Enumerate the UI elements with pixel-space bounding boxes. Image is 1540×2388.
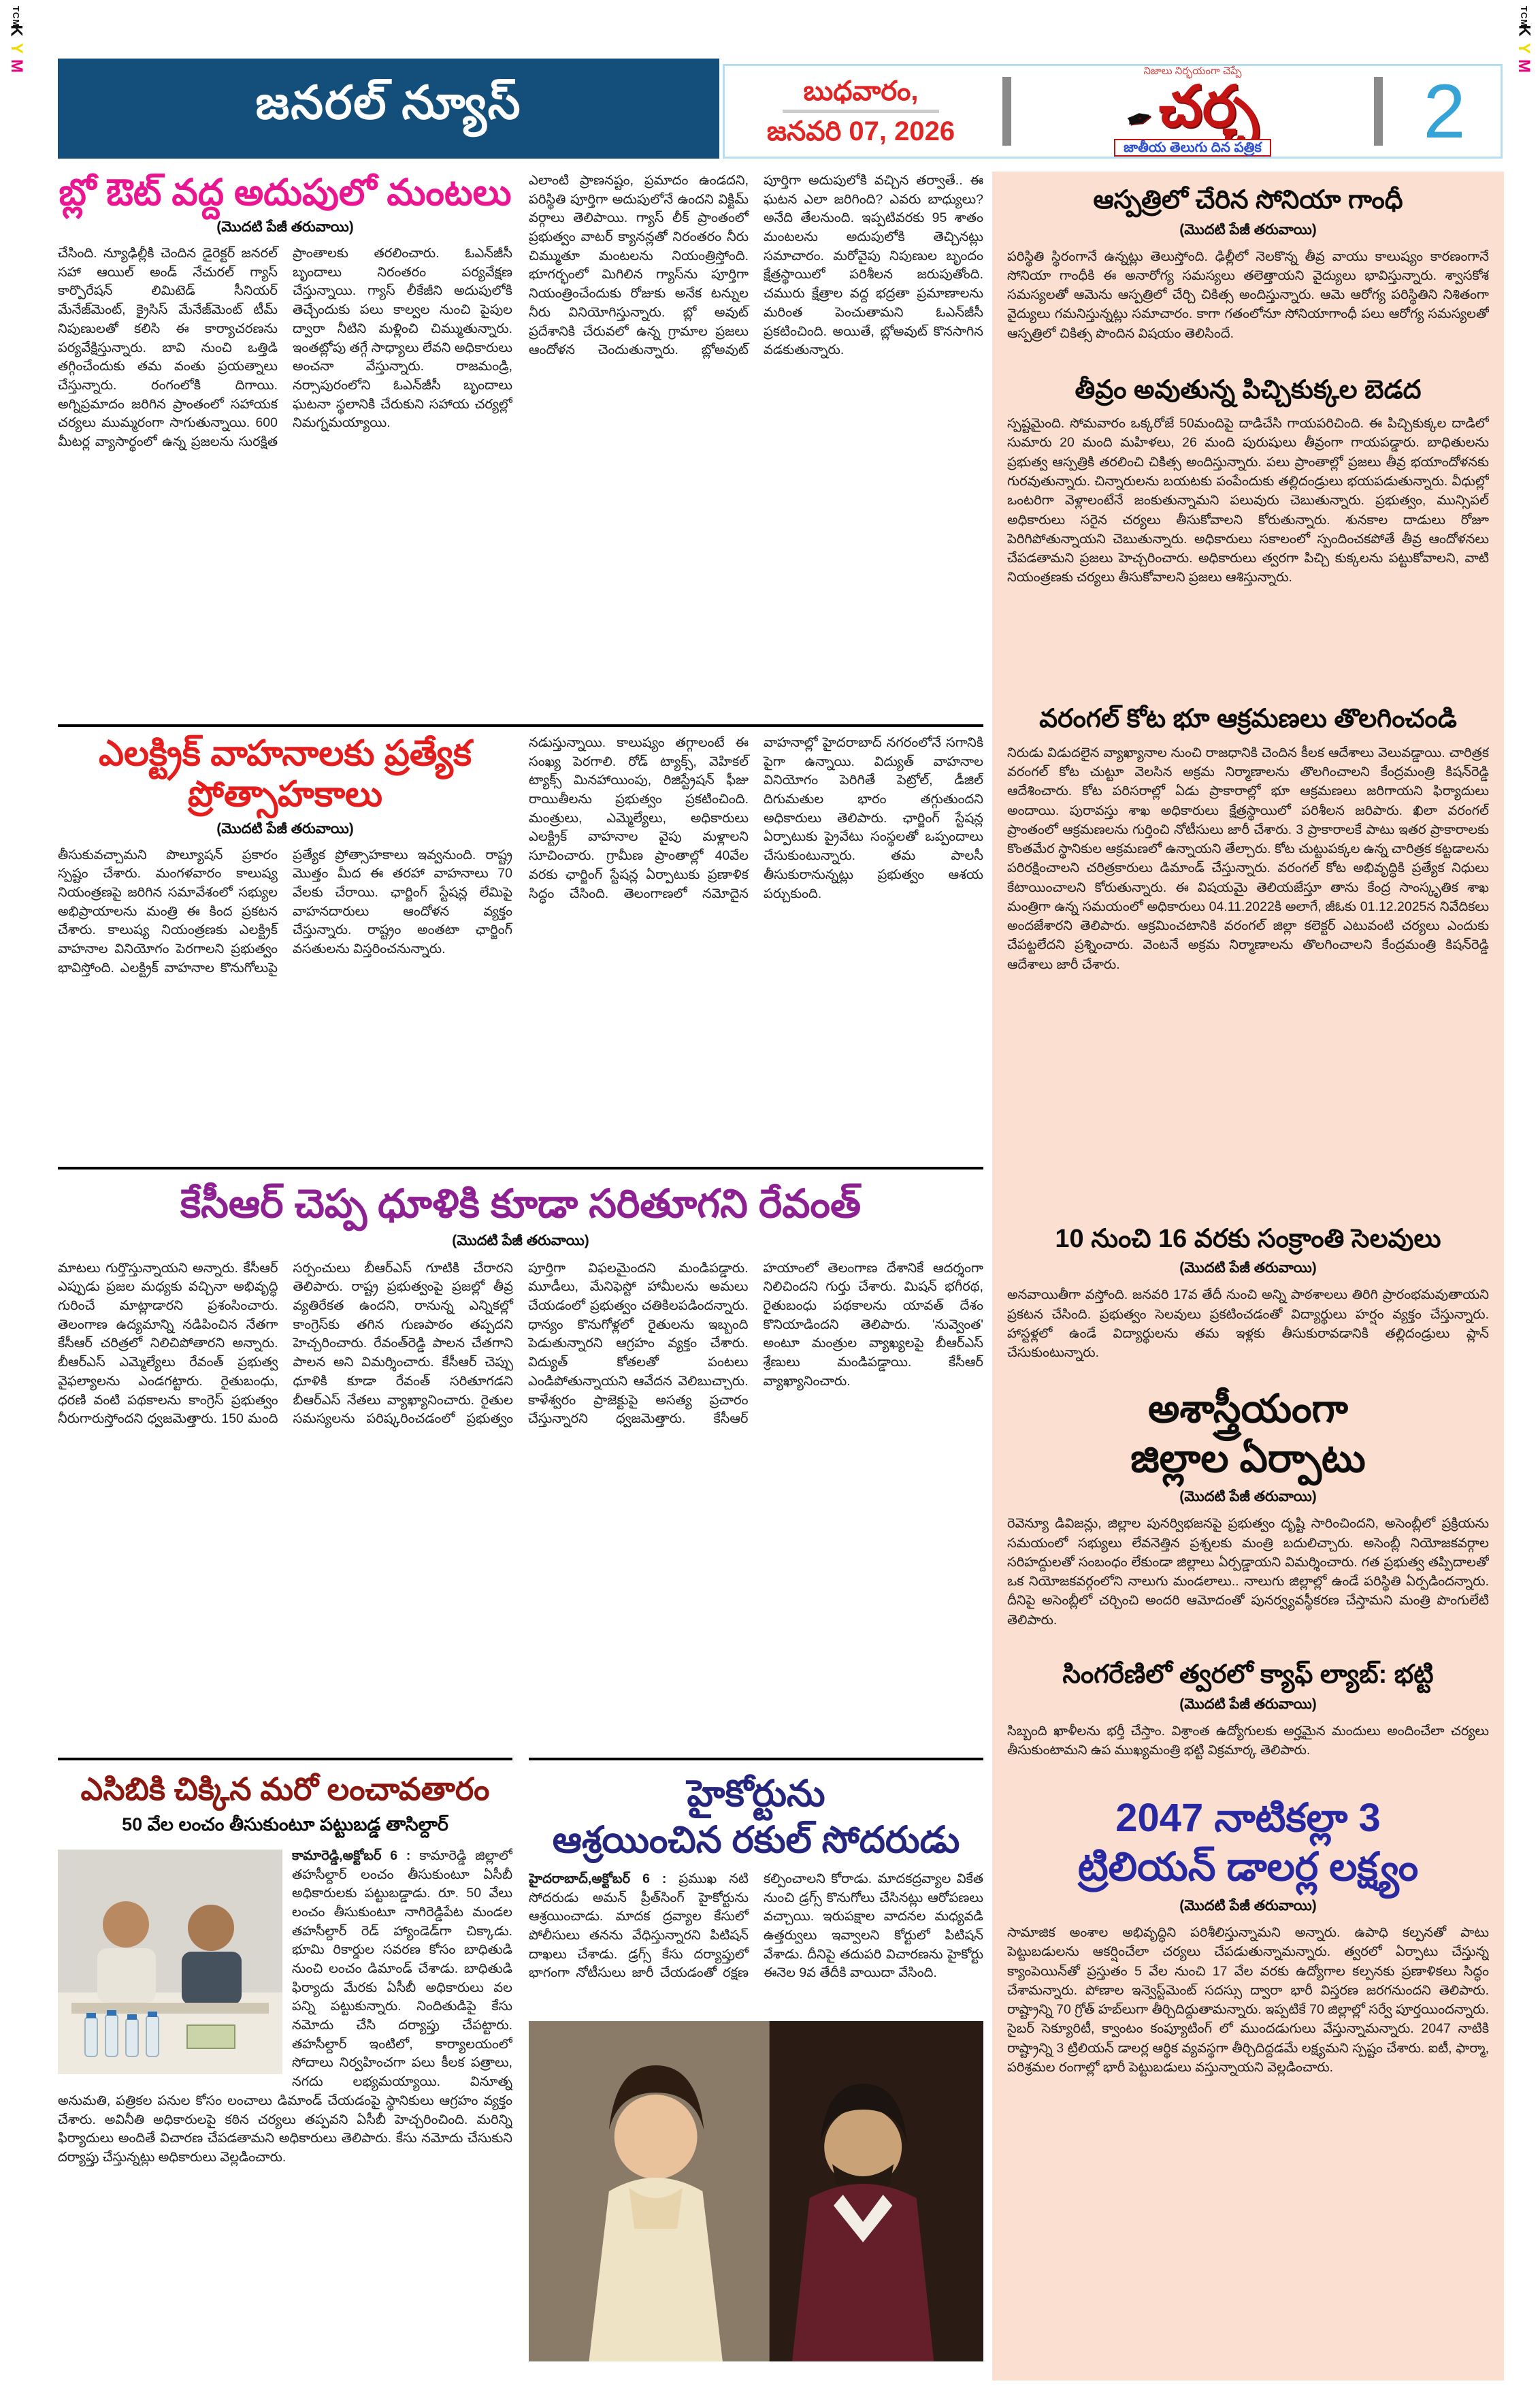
- continuation-label: (మొదటి పేజీ తరువాయి): [1179, 1489, 1317, 1505]
- continuation-label: (మొదటి పేజీ తరువాయి): [1179, 1260, 1317, 1276]
- article-acb-body: [58, 1847, 512, 2296]
- article-2047-headline: [1007, 1794, 1489, 1892]
- article-blowout-headline: బ్లో ఔట్ వద్ద అదుపులో మంటలు: [59, 172, 512, 213]
- article-2047-headline-line2: ట్రిలియన్ డాలర్ల లక్ష్యం: [1077, 1845, 1419, 1890]
- date-block: [725, 66, 997, 157]
- regmark-tcm-label: TCM: [11, 5, 22, 28]
- header-box: [723, 64, 1503, 159]
- masthead-tagline-top: నిజాలు నిర్భయంగా చెప్పే: [1143, 65, 1242, 77]
- regmark-y: Y: [7, 42, 26, 54]
- article-ev-headline: ఎలక్ట్రిక్ వాహనాలకు ప్రత్యేక ప్రోత్సాహకాలు: [98, 734, 472, 814]
- regmark-k: K: [1515, 25, 1534, 37]
- article-blowout-body-left: చేసింది. న్యూఢిల్లీకి చెందిన డైరెక్టర్ జనరల్ సహా ఆయిల్ అండ్ నేచురల్ గ్యాస్ కార్పొరేషన్ లిమిటెడ్ సీనియర్ మేనేజ్‌మెంట్, క్రైసిస్ మేనేజ్‌మెంట్ టీమ్ నిపుణులతో కలిసి ఈ కార్యాచరణను పర్యవేక్షిస్తున్నారు. బావి నుంచి ఒత్తిడి తగ్గించేందుకు తమ వంతు ప్రయత్నాలు చేస్తున్నారు. రంగంలోకి దిగాయి. అగ్నిప్రమాదం జరిగిన ప్రాంతంలో సహాయక చర్యలు ముమ్మరంగా సాగుతున్నాయి. 600 మీటర్ల వ్యాసార్థంలో ఉన్న ప్రజలను సురక్షిత ప్రాంతాలకు తరలించారు. ఓఎన్‌జీసీ బృందాలు నిరంతరం పర్యవేక్షణ చేస్తున్నాయి. గ్యాస్ లీకేజీని అదుపులోకి తెచ్చేందుకు పలు కాల్వల నుంచి పైపుల ద్వారా నీటిని మళ్లించి చిమ్ముతున్నారు. ఇంతట్లోపు తగ్గే సాధ్యాలు లేవని అధికారులు అంచనా వేస్తున్నారు. రాజమండ్రి, నర్సాపురంలోని ఓఎన్‌జీసీ బృందాలు ఘటనా స్థలానికి చేరుకుని సహాయ చర్యల్లో నిమగ్నమయ్యాయి.: [58, 246, 512, 449]
- masthead-title-text: చర్చ: [1158, 74, 1258, 138]
- right-column: [992, 172, 1504, 2381]
- regmark-k: K: [7, 25, 26, 37]
- article-blowout-right: [529, 172, 983, 724]
- article-warangal-body: నిరుడు విడుదలైన వ్యాఖ్యానాల నుంచి రాజధానికి చెందిన కీలక ఆదేశాలు వెలువడ్డాయి. చారిత్రక వరంగల్ కోట చుట్టూ వెలసిన అక్రమ నిర్మాణాలను తొలగించాలని కేంద్రమంత్రి కిషన్‌రెడ్డి ఆదేశించారు. కోట పరిసరాల్లో ఏడు ప్రాకారాల్లో భూ ఆక్రమణలు జరిగాయని ఫిర్యాదులు అందాయి. పురావస్తు శాఖ అధికారులు క్షేత్రస్థాయిలో పరిశీలన జరిపారు. ఖిలా వరంగల్ ప్రాంతంలో ఆక్రమణలను గుర్తించి నోటీసులు జారీ చేశారు. 3 ప్రాకారాలకే పాటు ఇతర ప్రాకారాలకు కొంతమేర స్థానికుల ఆక్రమణలో ఉన్నాయని తేల్చారు. కోట చుట్టుపక్కల ఉన్న చారిత్రక కట్టడాలను పరిరక్షించాలని చరిత్రకారులు డిమాండ్ చేస్తున్నారు. వరంగల్ కోట అభివృద్ధికి ప్రత్యేక నిధులు కేటాయించాలని కోరుతున్నారు. ఈ విషయమై తెలియజేస్తూ తాను కేంద్ర సాంస్కృతిక శాఖ మంత్రిగా ఉన్న సమయంలో అధికారులు 04.11.2022కి అలాగే, జీఓకు 01.12.2025న నివేదికలు అందజేశారని తెలిపారు. ఆక్రమించటానికి వరంగల్ జిల్లా కలెక్టర్ ఎటువంటి చర్యలు ఎందుకు చేపట్టలేదని ప్రశ్నించారు. వెంటనే అక్రమ నిర్మాణాలను తొలగించాలని కేంద్రమంత్రి కిషన్‌రెడ్డి ఆదేశాలు జారీ చేశారు.: [1007, 745, 1489, 972]
- registration-mark-left: [5, 5, 27, 74]
- article-rakul: [529, 1758, 983, 2381]
- article-ev-left: [58, 734, 512, 1167]
- section-title: జనరల్ న్యూస్: [255, 77, 522, 129]
- article-rakul-body: [529, 1870, 983, 2013]
- article-kcr-body: మాటలు గుర్తొస్తున్నాయని అన్నారు. కేసీఆర్ ఎప్పుడు ప్రజల మధ్యకు వచ్చినా అభివృద్ధి గురించే మాట్లాడారని ప్రశంసించారు. తెలంగాణ ఉద్యమాన్ని నడిపించిన నేతగా కేసీఆర్ చరిత్రలో నిలిచిపోతారని అన్నారు. బీఆర్ఎస్ ఎమ్మెల్యేలు రేవంత్ ప్రభుత్వ వైఫల్యాలను ఎండగట్టారు. రైతుబంధు, ధరణి వంటి పథకాలను కాంగ్రెస్ ప్రభుత్వం నీరుగారుస్తోందని ధ్వజమెత్తారు. 150 మంది సర్పంచులు బీఆర్ఎస్ గూటికి చేరారని తెలిపారు. రాష్ట్ర ప్రభుత్వంపై ప్రజల్లో తీవ్ర వ్యతిరేకత ఉందని, రానున్న ఎన్నికల్లో కాంగ్రెస్‌కు తగిన గుణపాఠం తప్పదని హెచ్చరించారు. రేవంత్‌రెడ్డి పాలన చేతగాని పాలన అని విమర్శించారు. కేసీఆర్ చెప్పు ధూళికి కూడా రేవంత్ సరితూగడని బీఆర్ఎస్ నేతలు వ్యాఖ్యానించారు. రైతుల సమస్యలను పరిష్కరించడంలో ప్రభుత్వం పూర్తిగా విఫలమైందని మండిపడ్డారు. మూడీలు, మేనిఫెస్టో హామీలను అమలు చేయడంలో ప్రభుత్వం చతికిలపడిందన్నారు. ధాన్యం కొనుగోళ్లలో రైతులను ఇబ్బంది పెడుతున్నారని ఆగ్రహం వ్యక్తం చేశారు. విద్యుత్ కోతలతో పంటలు ఎండిపోతున్నాయని ఆవేదన వెలిబుచ్చారు. కాళేశ్వరం ప్రాజెక్టుపై అసత్య ప్రచారం చేస్తున్నారని ధ్వజమెత్తారు. కేసీఆర్ హయాంలో తెలంగాణ దేశానికే ఆదర్శంగా నిలిచిందని గుర్తు చేశారు. మిషన్ భగీరథ, రైతుబంధు పథకాలను యావత్ దేశం కొనియాడిందని తెలిపారు. 'నువ్వెంత' అంటూ మంత్రుల వ్యాఖ్యలపై బీఆర్ఎస్ శ్రేణులు మండిపడ్డాయి. కేసీఆర్ వ్యాఖ్యానించారు.: [58, 1260, 983, 1427]
- article-acb: [58, 1758, 512, 2381]
- article-dogs-body: స్పష్టమైంది. సోమవారం ఒక్కరోజే 50మందిపై దాడిచేసి గాయపరిచింది. ఈ పిచ్చికుక్కల దాడిలో సుమారు 20 మంది మహిళలు, 26 మంది పురుషులు తీవ్రంగా గాయపడ్డారు. బాధితులను ప్రభుత్వ ఆస్పత్రికి తరలించి చికిత్స అందిస్తున్నారు. పలు ప్రాంతాల్లో ప్రజలు తీవ్ర భయాందోళనకు గురవుతున్నారు. చిన్నారులను బయటకు పంపేందుకు తల్లిదండ్రులు భయపడుతున్నారు. వీధుల్లో ఒంటరిగా వెళ్లాలంటేనే జంకుతున్నామని పలువురు చెబుతున్నారు. ప్రభుత్వం, మున్సిపల్ అధికారులు సరైన చర్యలు తీసుకోవాలని కోరుతున్నారు. శునకాల దాడులు రోజూ పెరిగిపోతున్నాయని చెబుతున్నారు. అధికారులు సకాలంలో స్పందించకపోతే తీవ్ర ఆందోళనలు చేపడతామని ప్రజలు హెచ్చరించారు. అధికారులు త్వరగా పిచ్చి కుక్కలను పట్టుకోవాలని, వాటి నియంత్రణకు చర్యలు తీసుకోవాలని ప్రజలు ఆశిస్తున్నారు.: [1007, 416, 1489, 585]
- article-districts-headline-line2: జిల్లాల ఏర్పాటు: [1130, 1436, 1366, 1481]
- article-rakul-dateline: హైదరాబాద్,అక్టోబర్ 6 :: [529, 1871, 667, 1886]
- article-rakul-headline-line2: ఆశ్రయించిన రకుల్ సోదరుడు: [552, 1819, 960, 1860]
- article-singareni-body: సిబ్బంది ఖాళీలను భర్తీ చేస్తాం. విశ్రాంత ఉద్యోగులకు అర్హమైన మందులు అందించేలా చర్యలు తీసుకుంటామని ఉప ముఖ్యమంత్రి భట్టి విక్రమార్క తెలిపారు.: [1007, 1723, 1489, 1758]
- article-acb-body-text: కామారెడ్డి జిల్లాలో తహసీల్దార్ లంచం తీసుకుంటూ ఏసీబీ అధికారులకు పట్టుబడ్డాడు. రూ. 50 వేలు లంచం తీసుకుంటూ నాగిరెడ్డిపేట మండల తహసీల్దార్ రెడ్ హ్యాండెడ్‌గా చిక్కాడు. భూమి రికార్డుల సవరణ కోసం బాధితుడి నుంచి లంచం డిమాండ్ చేశాడు. బాధితుడి ఫిర్యాదు మేరకు ఏసీబీ అధికారులు వల పన్ని పట్టుకున్నారు. నిందితుడిపై కేసు నమోదు చేసి దర్యాప్తు చేపట్టారు. తహసీల్దార్ ఇంటిలో, కార్యాలయంలో సోదాలు నిర్వహించగా పలు కీలక పత్రాలు, నగదు లభ్యమయ్యాయి. వినూత్న అనుమతి, పత్రికల పనుల కోసం లంచాలు డిమాండ్ చేయడంపై స్థానికులు ఆగ్రహం వ్యక్తం చేశారు. అవినీతి అధికారులపై కఠిన చర్యలు తప్పవని ఏసీబీ హెచ్చరించింది. మరిన్ని ఫిర్యాదులు అందితే విచారణ చేపడతామని అధికారులు తెలిపారు. కేసు నమోదు చేసుకుని దర్యాప్తు చేస్తున్నట్లు అధికారులు వెల్లడించారు.: [58, 1848, 512, 2165]
- article-sonia: [1007, 185, 1489, 363]
- article-ev-right: [529, 734, 983, 1167]
- article-sankranti-body: అనవాయితీగా వస్తోంది. జనవరి 17వ తేదీ నుంచి అన్ని పాఠశాలలు తిరిగి ప్రారంభమవుతాయని ప్రకటన చేసింది. ప్రభుత్వం సెలవులు ప్రకటించడంతో విద్యార్థులు హర్షం వ్యక్తం చేస్తున్నారు. హాస్టళ్లలో ఉండే విద్యార్థులను తమ ఇళ్లకు తీసుకురావడానికి తల్లిదండ్రులు ప్లాన్ చేసుకుంటున్నారు.: [1007, 1287, 1489, 1361]
- article-districts: [1007, 1385, 1489, 1647]
- date-weekday: బుధవారం,: [803, 76, 919, 106]
- article-ev: [58, 724, 983, 1167]
- article-sonia-body: పరిస్థితి స్థిరంగానే ఉన్నట్లు తెలుస్తోంది. ఢిల్లీలో నెలకొన్న తీవ్ర వాయు కాలుష్యం కారణంగానే సోనియా గాంధీకి ఈ అనారోగ్య సమస్యలు తలెత్తాయని వైద్యులు భావిస్తున్నారు. శ్వాసకోశ సమస్యలతో ఆమెను ఆస్పత్రిలో చేర్చి చికిత్స అందిస్తున్నారు. ఆమె ఆరోగ్య పరిస్థితిని నిశితంగా వైద్యులు గమనిస్తున్నట్లు సమాచారం. కాగా గతంలోనూ సోనియాగాంధీ పలు ఆరోగ్య సమస్యలతో ఆస్పత్రిలో చికిత్స పొందిన విషయం తెలిసిందే.: [1007, 248, 1489, 341]
- article-sonia-headline: ఆస్పత్రిలో చేరిన సోనియా గాంధీ: [1093, 186, 1403, 214]
- article-kcr-headline: కేసీఆర్ చెప్ప ధూళికి కూడా సరితూగని రేవంత్: [180, 1182, 862, 1226]
- regmark-y: Y: [1515, 42, 1534, 54]
- article-blowout: [58, 172, 983, 724]
- header-divider-bar: [1002, 77, 1011, 146]
- page-number: 2: [1423, 69, 1466, 154]
- article-ev-body-right: నడుస్తున్నాయి. కాలుష్యం తగ్గాలంటే ఈ సంఖ్య పెరగాలి. రోడ్ ట్యాక్స్, వెహికల్ ట్యాక్స్ మినహాయింపు, రిజిస్ట్రేషన్ ఫీజు రాయితీలను ప్రభుత్వం ప్రకటించింది. మంత్రులు, ఎమ్మెల్యేలు, అధికారులు ఎలక్ట్రిక్ వాహనాల వైపు మళ్లాలని సూచించారు. గ్రామీణ ప్రాంతాల్లో 40వేల వరకు ఛార్జింగ్ స్టేషన్ల ఏర్పాటుకు ప్రణాళిక సిద్ధం చేసింది. తెలంగాణలో నమోదైన వాహనాల్లో హైదరాబాద్ నగరంలోనే సగానికి పైగా ఉన్నాయి. విద్యుత్ వాహనాల వినియోగం పెరిగితే పెట్రోల్, డీజిల్ దిగుమతుల భారం తగ్గుతుందని అధికారులు తెలిపారు. ఛార్జింగ్ స్టేషన్ల ఏర్పాటుకు ప్రైవేటు సంస్థలతో ఒప్పందాలు చేసుకుంటున్నారు. తమ పాలసీ తీసుకురానున్నట్లు ప్రభుత్వం ఆశయ పర్చుకుంది.: [529, 735, 983, 901]
- acb-seizure-photo: [58, 1850, 282, 2074]
- header-divider-bar: [1374, 77, 1383, 146]
- continuation-label: (మొదటి పేజీ తరువాయి): [216, 219, 354, 236]
- regmark-tcm-label: TCM: [1518, 5, 1529, 28]
- article-rakul-body-text: ప్రముఖ నటి సోదరుడు అమన్ ప్రీత్‌సింగ్ హైకోర్టును ఆశ్రయించాడు. మాదక ద్రవ్యాల కేసులో పోలీసులు తనను వేధిస్తున్నారని పిటిషన్ దాఖలు చేశాడు. డ్రగ్స్ కేసు దర్యాప్తులో భాగంగా నోటీసులు జారీ చేయడంతో రక్షణ కల్పించాలని కోరాడు. మాదకద్రవ్యాల వికేత నుంచి డ్రగ్స్ కొనుగోలు చేసినట్లు ఆరోపణలు వచ్చాయి. ఇరుపక్షాల వాదనల మధ్యవడి ఉత్తర్వులు ఇవ్వాలని కోర్టులో పిటిషన్ వేశాడు. దీనిపై తదుపరి విచారణను హైకోర్టు ఈనెల 9వ తేదీకి వాయిదా వేసింది.: [529, 1871, 983, 1981]
- article-acb-headline: ఎసిబికి చిక్కిన మరో లంచావతారం: [80, 1771, 490, 1807]
- continuation-label: (మొదటి పేజీ తరువాయి): [1179, 1897, 1317, 1914]
- article-acb-subhead: 50 వేల లంచం తీసుకుంటూ పట్టుబడ్డ తాసిల్దార్: [122, 1813, 448, 1835]
- masthead-title: [1123, 74, 1258, 139]
- masthead-tagline-bottom: జాతీయ తెలుగు దిన పత్రిక: [1114, 139, 1271, 157]
- continuation-label: (మొదటి పేజీ తరువాయి): [216, 820, 354, 837]
- article-districts-headline-line1: అశాస్త్రీయంగా: [1148, 1387, 1348, 1432]
- continuation-label: (మొదటి పేజీ తరువాయి): [1179, 221, 1317, 238]
- article-blowout-left: [58, 172, 512, 724]
- regmark-m: M: [1515, 59, 1534, 73]
- article-2047: [1007, 1794, 1489, 2175]
- article-rakul-headline: [529, 1771, 983, 1863]
- pen-icon: ✒: [1123, 100, 1156, 139]
- article-singareni: [1007, 1660, 1489, 1781]
- article-2047-body: సామాజిక అంశాల అభివృద్ధిని పరిశీలిస్తున్నామని అన్నారు. ఉపాధి కల్పనతో పాటు పెట్టుబడులను ఆకర్షించేలా చర్యలు చేపడుతున్నామన్నారు. త్వరలో ఏర్పాటు చేస్తున్న క్యాంపెయిన్‌తో ప్రస్తుతం 5 వేల నుంచి 17 వేల వరకు ఉద్యోగాల కల్పనకు ప్రణాళికలు సిద్ధం చేశామన్నారు. పోణాల ఇన్వెస్ట్‌మెంట్ సదస్సు ద్వారా భారీ విస్తరణ జరగనుందని తెలిపారు. రాష్ట్రాన్ని 70 గ్రోత్ హబ్‌లుగా తీర్చిదిద్దుతామన్నారు. ఇప్పటికే 70 జిల్లాల్లో సర్వే పూర్తయిందన్నారు. సైబర్ సెక్యూరిటీ, క్వాంటం కంప్యూటింగ్ లో ముందడుగులు వేస్తున్నామన్నారు. 2047 నాటికి రాష్ట్రాన్ని 3 ట్రిలియన్ డాలర్ల ఆర్థిక వ్యవస్థగా తీర్చిదిద్దడమే లక్ష్యమని స్పష్టం చేశారు. ఐటీ, ఫార్మా, పరిశ్రమల రంగాల్లో భారీ పెట్టుబడులు వస్తున్నాయని వెల్లడించారు.: [1007, 1924, 1489, 2075]
- bottom-articles-row: [58, 1758, 983, 2381]
- article-kcr: [58, 1167, 983, 1758]
- article-districts-body: రెవెన్యూ డివిజన్లు, జిల్లాల పునర్విభజనపై ప్రభుత్వం దృష్టి సారించిందని, అసెంబ్లీలో ప్రక్రియను సమయంలో సభ్యులు లేవనెత్తిన ప్రశ్నలకు మంత్రి బదులిచ్చారు. అసెంబ్లీ నియోజకవర్గాల సరిహద్దులతో సంబంధం లేకుండా జిల్లాలు ఏర్పడ్డాయని విమర్శించారు. గత ప్రభుత్వ తప్పిదాలతో ఒక నియోజకవర్గంలోని నాలుగు మండలాలు.. నాలుగు జిల్లాల్లో ఉండే పరిస్థితి ఏర్పడిందన్నారు. దీనిపై అసెంబ్లీలో చర్చించి అందరి ఆమోదంతో పునర్వ్యవస్థీకరణ చేస్తామని మంత్రి పొంగులేటి తెలిపారు.: [1007, 1516, 1489, 1628]
- registration-mark-right: [1513, 5, 1535, 74]
- article-districts-headline: [1007, 1385, 1489, 1483]
- article-2047-headline-line1: 2047 నాటికల్లా 3: [1115, 1795, 1381, 1840]
- article-acb-dateline: కామారెడ్డి,అక్టోబర్ 6 :: [292, 1848, 411, 1863]
- masthead: [1017, 66, 1369, 157]
- rakul-brother-photo: [529, 2021, 983, 2361]
- article-ev-body-left: తీసుకువచ్చామని పొల్యూషన్ ప్రకారం స్పష్టం చేశారు. మంగళవారం కాలుష్య నియంత్రణపై జరిగిన సమావేశంలో సభ్యుల అభిప్రాయాలను మంత్రి ఈ కింద ప్రకటన చేశారు. కాలుష్య నియంత్రణకు ఎలక్ట్రిక్ వాహనాల వినియోగం పెరగాలని ప్రభుత్వం భావిస్తోంది. ఎలక్ట్రిక్ వాహనాల కొనుగోలుపై ప్రత్యేక ప్రోత్సాహకాలు ఇవ్వనుంది. రాష్ట్ర మొత్తం మీద ఈ తరహా వాహనాలు 70 వేలకు చేరాయి. ఛార్జింగ్ స్టేషన్ల లేమిపై వాహనదారులు ఆందోళన వ్యక్తం చేస్తున్నారు. రాష్ట్రం అంతటా ఛార్జింగ్ వసతులను విస్తరించనున్నారు.: [58, 847, 512, 975]
- article-warangal-headline: వరంగల్ కోట భూ ఆక్రమణలు తొలగించండి: [1039, 705, 1457, 734]
- article-warangal: [1007, 704, 1489, 1212]
- continuation-label: (మొదటి పేజీ తరువాయి): [452, 1232, 589, 1248]
- article-dogs: [1007, 375, 1489, 692]
- article-blowout-body-right: ఎలాంటి ప్రాణనష్టం, ప్రమాదం ఉండదని, పరిస్థితి పూర్తిగా అదుపులోనే ఉందని విక్టిమ్ వర్గాలు తెలిపాయి. గ్యాస్ లీక్ ప్రాంతంలో ప్రభుత్వం వాటర్ క్యానన్లతో నిరంతరం నీరు చిమ్ముతూ మంటలను నియంత్రిస్తోంది. భూగర్భంలో మిగిలిన గ్యాస్‌ను పూర్తిగా నియంత్రించేందుకు రోజుకు అనేక టన్నుల నీరు వినియోగిస్తున్నారు. బ్లో అవుట్ ప్రదేశానికి చేరువలో ఉన్న గ్రామాల ప్రజలు ఆందోళన చెందుతున్నారు. బ్లోఅవుట్ పూర్తిగా అదుపులోకి వచ్చిన తర్వాతే.. ఈ ఘటన ఎలా జరిగింది? ఎవరు బాధ్యులు? అనేది తేలనుంది. ఇప్పటివరకు 95 శాతం మంటలను అదుపులోకి తెచ్చినట్లు సమాచారం. మరోవైపు నిపుణుల బృందం క్షేత్రస్థాయిలో పరిశీలన జరుపుతోంది. చమురు క్షేత్రాల వద్ద భద్రతా ప్రమాణాలను మరింత పెంచుతామని ఓఎన్‌జీసీ ప్రకటించింది. అయితే, బ్లోఅవుట్ కొనసాగిన వడకుతున్నారు.: [529, 173, 983, 358]
- article-sankranti: [1007, 1224, 1489, 1373]
- article-rakul-headline-line1: హైకోర్టును: [687, 1773, 825, 1814]
- date-divider: [783, 110, 939, 113]
- regmark-m: M: [7, 59, 26, 73]
- section-banner: [58, 59, 719, 159]
- main-articles-zone: [58, 172, 983, 2381]
- continuation-label: (మొదటి పేజీ తరువాయి): [1179, 1696, 1317, 1712]
- article-sankranti-headline: 10 నుంచి 16 వరకు సంక్రాంతి సెలవులు: [1055, 1224, 1441, 1253]
- article-singareni-headline: సింగరేణిలో త్వరలో క్యాఫ్ ల్యాబ్: భట్టి: [1062, 1660, 1434, 1690]
- date-value: జనవరి 07, 2026: [766, 116, 955, 146]
- article-dogs-headline: తీవ్రం అవుతున్న పిచ్చికుక్కల బెడద: [1075, 375, 1422, 404]
